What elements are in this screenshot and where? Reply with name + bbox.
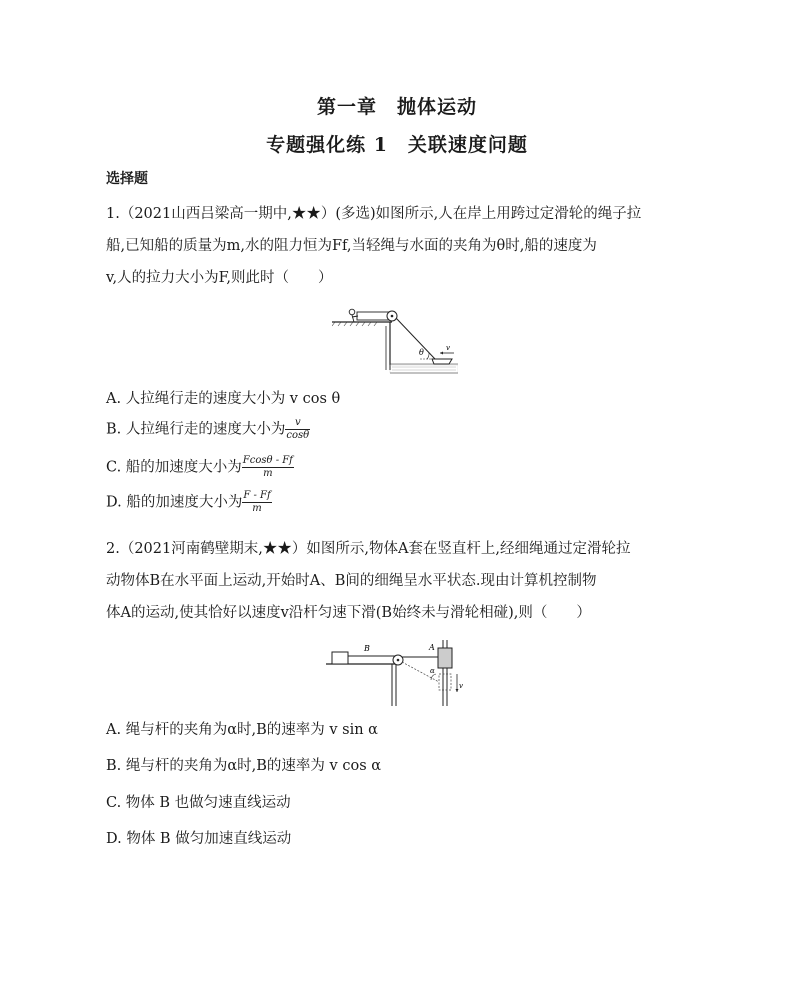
q1-option-c-label: C. 船的加速度大小为: [106, 459, 242, 476]
q1-line-1: 1.（2021山西吕梁高一期中,★★）(多选)如图所示,人在岸上用跨过定滑轮的绳子拉: [106, 206, 642, 222]
q1-boat: [432, 359, 452, 364]
topic-title: 专题强化练 1 关联速度问题: [266, 134, 528, 156]
q2-block-a: [438, 648, 452, 668]
q2-option-c[interactable]: C. 物体 B 也做匀速直线运动: [106, 795, 291, 811]
q1-option-b[interactable]: [106, 417, 310, 442]
section-heading: 选择题: [106, 171, 148, 187]
q1-option-a[interactable]: A. 人拉绳行走的速度大小为 v cos θ: [106, 391, 341, 407]
question-1: [106, 198, 696, 294]
q1-rope: [396, 318, 435, 359]
q2-b-label: B: [364, 644, 370, 653]
q2-option-d[interactable]: D. 物体 B 做匀加速直线运动: [106, 831, 292, 847]
q2-block-b: [332, 652, 348, 664]
q1-line-2: 船,已知船的质量为m,水的阻力恒为Ff,当轻绳与水面的夹角为θ时,船的速度为: [106, 238, 597, 254]
q2-pulley-rod-figure: [326, 640, 466, 706]
q2-option-a[interactable]: A. 绳与杆的夹角为α时,B的速率为 v sin α: [106, 722, 378, 738]
q1-person-head: [349, 309, 355, 315]
q2-v-label: v: [459, 682, 463, 690]
q1-theta-label: θ: [419, 348, 424, 357]
q1-option-d[interactable]: [106, 490, 272, 515]
question-2: [106, 533, 696, 629]
q1-option-b-fraction: $\frac{v}{\cos\theta}$: [286, 417, 310, 441]
q2-alpha-label: α: [430, 667, 435, 675]
q2-line-2: 动物体B在水平面上运动,开始时A、B间的细绳呈水平状态.现由计算机控制物: [106, 573, 597, 589]
q1-option-b-label: B. 人拉绳行走的速度大小为: [106, 421, 286, 438]
q2-option-b[interactable]: B. 绳与杆的夹角为α时,B的速率为 v cos α: [106, 758, 382, 774]
q2-a-label: A: [429, 643, 435, 652]
q1-option-d-label: D. 船的加速度大小为: [106, 494, 243, 511]
q1-option-d-fraction: $\frac{F - Ff}{m}$: [243, 490, 271, 514]
q1-option-c-fraction: $\frac{Fcos\theta - Ff}{m}$: [242, 455, 293, 479]
q1-person: [352, 315, 354, 322]
q1-line-3: v,人的拉力大小为F,则此时（ ）: [106, 270, 333, 286]
q1-v-label: v: [446, 344, 450, 352]
q1-option-c[interactable]: [106, 455, 294, 480]
q2-line-1: 2.（2021河南鹤壁期末,★★）如图所示,物体A套在竖直杆上,经细绳通过定滑轮拉: [106, 541, 631, 557]
chapter-title: 第一章 抛体运动: [316, 96, 477, 118]
q2-line-3: 体A的运动,使其恰好以速度v沿杆匀速下滑(B始终未与滑轮相碰),则（ ）: [106, 605, 591, 621]
q1-pulley-boat-figure: [332, 304, 458, 376]
